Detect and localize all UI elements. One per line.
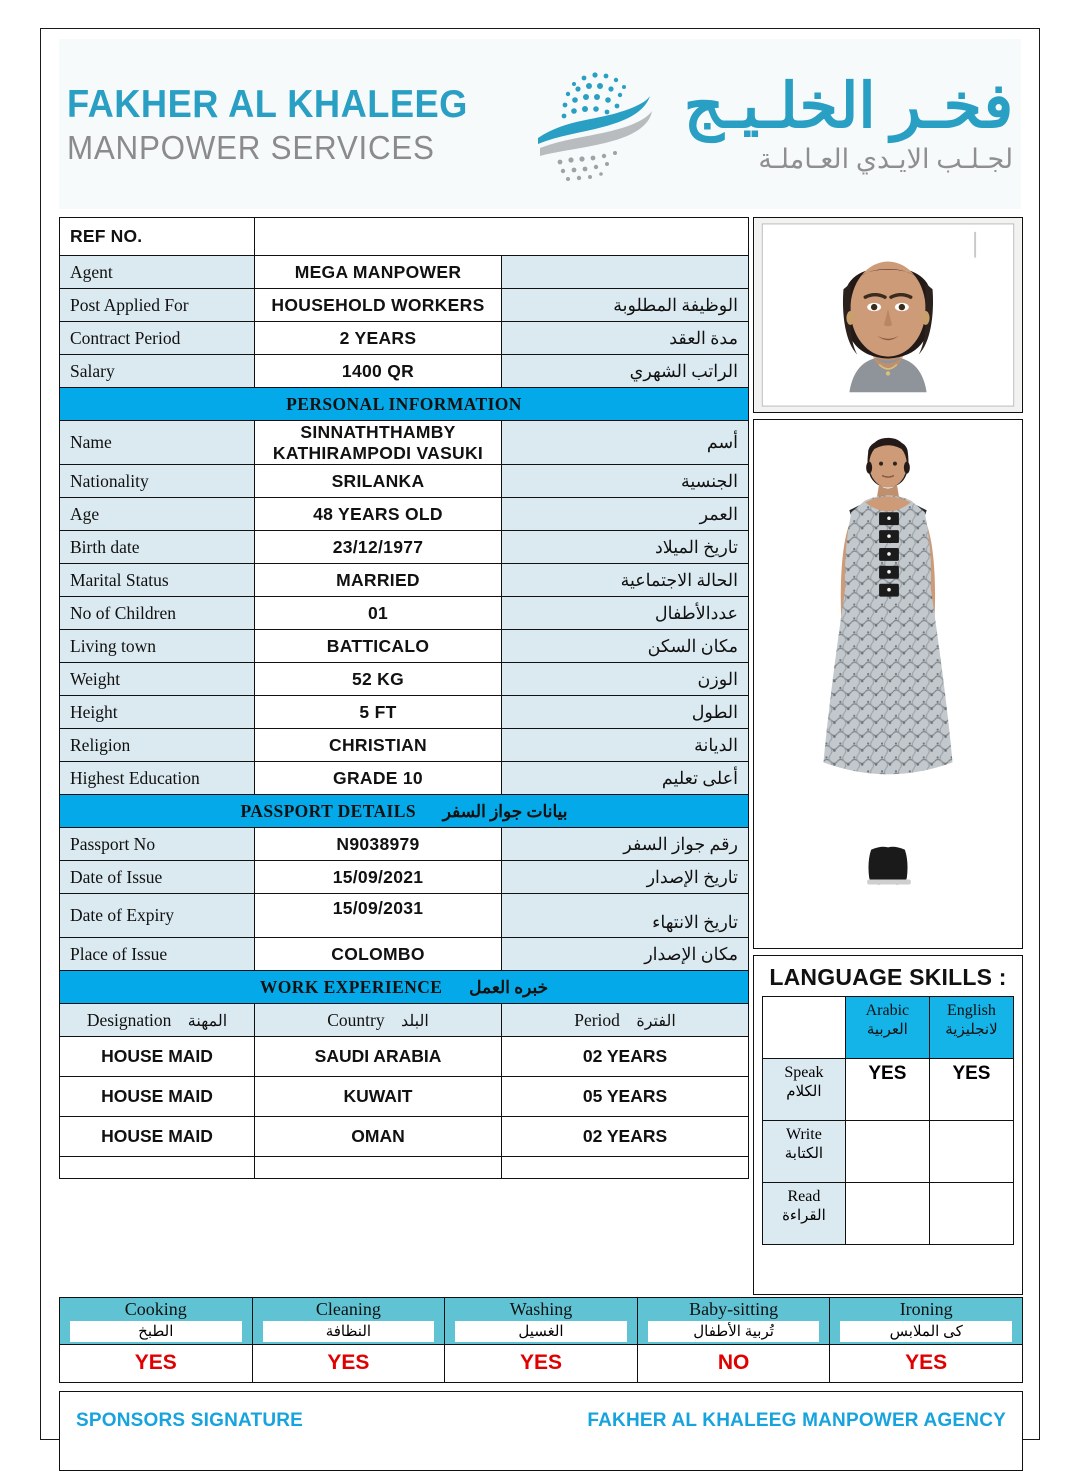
nationality-value: SRILANKA (255, 465, 502, 498)
table-row-height (60, 696, 749, 729)
read-label-ar: القراءة (782, 1208, 826, 1224)
table-row-agent (60, 256, 749, 289)
table-row-birth-date (60, 531, 749, 564)
date-of-expiry-label: Date of Expiry (60, 894, 255, 938)
language-column-english (929, 997, 1013, 1059)
skill-header-cooking (60, 1298, 253, 1345)
write-english-value[interactable] (929, 1121, 1013, 1183)
washing-label-ar: الغسيل (455, 1321, 627, 1342)
marital-status-label-arabic: الحالة الاجتماعية (502, 564, 749, 597)
passport-details-title-en: PASSPORT DETAILS (240, 800, 416, 821)
logo-arabic-name: فخـر الخلـيـج (683, 72, 1014, 141)
language-column-arabic (845, 997, 929, 1059)
passport-details-title (60, 795, 749, 828)
skill-header-cleaning (252, 1298, 445, 1345)
work-experience-title-ar: خبره العمل (469, 977, 549, 997)
agent-label: Agent (60, 256, 255, 289)
nationality-label: Nationality (60, 465, 255, 498)
name-label-arabic: أسم (502, 421, 749, 465)
birth-date-label: Birth date (60, 531, 255, 564)
language-column-english-ar: لانجليزية (945, 1022, 998, 1038)
language-row-write-label (763, 1121, 846, 1183)
name-line-1: SINNATHTHAMBY (300, 421, 456, 442)
washing-label-en: Washing (509, 1299, 573, 1319)
agent-value: MEGA MANPOWER (255, 256, 502, 289)
skill-header-baby-sitting (637, 1298, 830, 1345)
work-period: 05 YEARS (502, 1077, 749, 1117)
language-column-english-en: English (947, 1002, 996, 1019)
baby-sitting-label-en: Baby-sitting (689, 1299, 779, 1319)
country-header-en: Country (327, 1009, 385, 1030)
work-experience-header-row (60, 1004, 749, 1037)
ref-no-label: REF NO. (60, 218, 255, 256)
table-row-work-experience-empty (60, 1157, 749, 1179)
language-row-read (763, 1183, 1014, 1245)
height-label-arabic: الطول (502, 696, 749, 729)
place-of-issue-label: Place of Issue (60, 938, 255, 971)
logo-swoosh-icon (516, 62, 666, 187)
table-row-work-experience (60, 1117, 749, 1157)
sponsors-signature-label: SPONSORS SIGNATURE (76, 1410, 304, 1431)
full-body-photo (753, 419, 1023, 949)
skills-header-row (60, 1298, 1023, 1345)
work-designation: HOUSE MAID (60, 1037, 255, 1077)
work-country-empty[interactable] (255, 1157, 502, 1179)
highest-education-value: GRADE 10 (255, 762, 502, 795)
name-line-2: KATHIRAMPODI VASUKI (272, 442, 484, 463)
height-value: 5 FT (255, 696, 502, 729)
table-row-post-applied-for (60, 289, 749, 322)
skill-header-ironing (830, 1298, 1023, 1345)
read-label-en: Read (787, 1188, 821, 1205)
speak-label-ar: الكلام (786, 1084, 822, 1100)
language-skills-panel (753, 955, 1023, 1295)
contract-period-label: Contract Period (60, 322, 255, 355)
fullbody-illustration (754, 420, 1022, 948)
religion-label-arabic: الديانة (502, 729, 749, 762)
work-designation: HOUSE MAID (60, 1117, 255, 1157)
table-row-ref-no (60, 218, 749, 256)
section-header-personal-information (60, 388, 749, 421)
passport-no-value: N9038979 (255, 828, 502, 861)
designation-header (60, 1004, 255, 1037)
logo-wordmark (66, 82, 498, 166)
country-header-ar: البلد (400, 1012, 429, 1030)
marital-status-label: Marital Status (60, 564, 255, 597)
period-header-en: Period (574, 1009, 620, 1030)
table-row-nationality (60, 465, 749, 498)
table-row-weight (60, 663, 749, 696)
table-row-passport-no (60, 828, 749, 861)
birth-date-label-arabic: تاريخ الميلاد (502, 531, 749, 564)
name-value (255, 421, 502, 465)
living-town-label: Living town (60, 630, 255, 663)
date-of-issue-label-arabic: تاريخ الإصدار (502, 861, 749, 894)
table-row-salary (60, 355, 749, 388)
table-row-age (60, 498, 749, 531)
skill-header-washing (445, 1298, 638, 1345)
language-row-write (763, 1121, 1014, 1183)
work-designation: HOUSE MAID (60, 1077, 255, 1117)
passport-headshot-photo (753, 217, 1023, 413)
work-experience-title (60, 971, 749, 1004)
highest-education-label-arabic: أعلى تعليم (502, 762, 749, 795)
section-header-passport-details (60, 795, 749, 828)
personal-information-title: PERSONAL INFORMATION (60, 388, 749, 421)
birth-date-value: 23/12/1977 (255, 531, 502, 564)
salary-label: Salary (60, 355, 255, 388)
table-row-no-of-children (60, 597, 749, 630)
speak-english-value[interactable]: YES (929, 1059, 1013, 1121)
table-row-name (60, 421, 749, 465)
place-of-issue-value: COLOMBO (255, 938, 502, 971)
logo-arabic-wordmark (683, 72, 1014, 174)
country-header (255, 1004, 502, 1037)
living-town-label-arabic: مكان السكن (502, 630, 749, 663)
work-period: 02 YEARS (502, 1117, 749, 1157)
nationality-label-arabic: الجنسية (502, 465, 749, 498)
marital-status-value: MARRIED (255, 564, 502, 597)
signature-section (59, 1391, 1023, 1471)
write-label-en: Write (786, 1126, 822, 1143)
designation-header-en: Designation (86, 1009, 172, 1030)
weight-value: 52 KG (255, 663, 502, 696)
salary-value: 1400 QR (255, 355, 502, 388)
table-row-date-of-expiry (60, 894, 749, 938)
weight-label: Weight (60, 663, 255, 696)
logo-arabic-tagline: لجـلـب الايـدي العـاملـة (758, 143, 1014, 174)
write-label-ar: الكتابة (784, 1146, 824, 1162)
agent-label-arabic (502, 256, 749, 289)
period-header-ar: الفترة (636, 1012, 676, 1030)
post-applied-label-arabic: الوظيفة المطلوبة (502, 289, 749, 322)
read-arabic-value[interactable] (845, 1183, 929, 1245)
age-label: Age (60, 498, 255, 531)
language-column-arabic-en: Arabic (865, 1002, 910, 1019)
salary-label-arabic: الراتب الشهري (502, 355, 749, 388)
applicant-details-table (59, 217, 749, 1179)
cooking-label-en: Cooking (124, 1299, 187, 1319)
baby-sitting-label-ar: تُربية الأطفال (648, 1321, 820, 1342)
company-logo-header (59, 39, 1021, 209)
table-row-work-experience (60, 1037, 749, 1077)
date-of-expiry-label-arabic: تاريخ الانتهاء (502, 894, 749, 938)
headshot-illustration (754, 218, 1022, 412)
table-row-marital-status (60, 564, 749, 597)
table-row-highest-education (60, 762, 749, 795)
cleaning-value: YES (252, 1344, 445, 1382)
baby-sitting-value: NO (637, 1344, 830, 1382)
ironing-value: YES (830, 1344, 1023, 1382)
highest-education-label: Highest Education (60, 762, 255, 795)
table-row-place-of-issue (60, 938, 749, 971)
ironing-label-en: Ironing (899, 1299, 953, 1319)
speak-label-en: Speak (784, 1064, 824, 1081)
passport-details-title-ar: بيانات جواز السفر (442, 801, 568, 821)
table-row-date-of-issue (60, 861, 749, 894)
cooking-value: YES (60, 1344, 253, 1382)
work-period-empty[interactable] (502, 1157, 749, 1179)
period-header (502, 1004, 749, 1037)
speak-arabic-value[interactable]: YES (845, 1059, 929, 1121)
designation-header-ar: المهنة (187, 1012, 228, 1030)
living-town-value: BATTICALO (255, 630, 502, 663)
read-english-value[interactable] (929, 1183, 1013, 1245)
section-header-work-experience (60, 971, 749, 1004)
name-label: Name (60, 421, 255, 465)
passport-no-label: Passport No (60, 828, 255, 861)
language-row-read-label (763, 1183, 846, 1245)
write-arabic-value[interactable] (845, 1121, 929, 1183)
table-row-work-experience (60, 1077, 749, 1117)
language-skills-table (762, 996, 1014, 1245)
cleaning-label-ar: النظافة (263, 1321, 435, 1342)
date-of-issue-label: Date of Issue (60, 861, 255, 894)
language-column-arabic-ar: العربية (866, 1022, 908, 1038)
religion-label: Religion (60, 729, 255, 762)
cooking-label-ar: الطبخ (70, 1321, 242, 1342)
weight-label-arabic: الوزن (502, 663, 749, 696)
language-row-speak-label (763, 1059, 846, 1121)
logo-company-name: FAKHER AL KHALEEG (66, 82, 468, 126)
post-applied-value: HOUSEHOLD WORKERS (255, 289, 502, 322)
age-label-arabic: العمر (502, 498, 749, 531)
date-of-expiry-value: 15/09/2031 (255, 894, 502, 938)
ironing-label-ar: كى الملابس (840, 1321, 1012, 1342)
cv-page (40, 28, 1040, 1440)
work-country: KUWAIT (255, 1077, 502, 1117)
no-of-children-label-arabic: عددالأطفال (502, 597, 749, 630)
table-row-religion (60, 729, 749, 762)
work-designation-empty[interactable] (60, 1157, 255, 1179)
ref-no-value[interactable] (255, 218, 749, 256)
passport-no-label-arabic: رقم جواز السفر (502, 828, 749, 861)
language-skills-title: LANGUAGE SKILLS : (769, 964, 1007, 990)
age-value: 48 YEARS OLD (255, 498, 502, 531)
language-header-row (763, 997, 1014, 1059)
washing-value: YES (445, 1344, 638, 1382)
cleaning-label-en: Cleaning (315, 1299, 381, 1319)
table-row-living-town (60, 630, 749, 663)
work-period: 02 YEARS (502, 1037, 749, 1077)
work-country: OMAN (255, 1117, 502, 1157)
contract-period-value: 2 YEARS (255, 322, 502, 355)
contract-period-label-arabic: مدة العقد (502, 322, 749, 355)
no-of-children-label: No of Children (60, 597, 255, 630)
language-row-speak (763, 1059, 1014, 1121)
logo-company-tagline: MANPOWER SERVICES (66, 128, 435, 166)
place-of-issue-label-arabic: مكان الإصدار (502, 938, 749, 971)
table-row-contract-period (60, 322, 749, 355)
skills-value-row (60, 1344, 1023, 1382)
religion-value: CHRISTIAN (255, 729, 502, 762)
height-label: Height (60, 696, 255, 729)
work-experience-title-en: WORK EXPERIENCE (259, 976, 443, 997)
date-of-issue-value: 15/09/2021 (255, 861, 502, 894)
language-table-corner (763, 997, 846, 1059)
no-of-children-value: 01 (255, 597, 502, 630)
post-applied-label: Post Applied For (60, 289, 255, 322)
household-skills-table (59, 1297, 1023, 1383)
work-country: SAUDI ARABIA (255, 1037, 502, 1077)
agency-signature-label: FAKHER AL KHALEEG MANPOWER AGENCY (587, 1410, 1006, 1431)
